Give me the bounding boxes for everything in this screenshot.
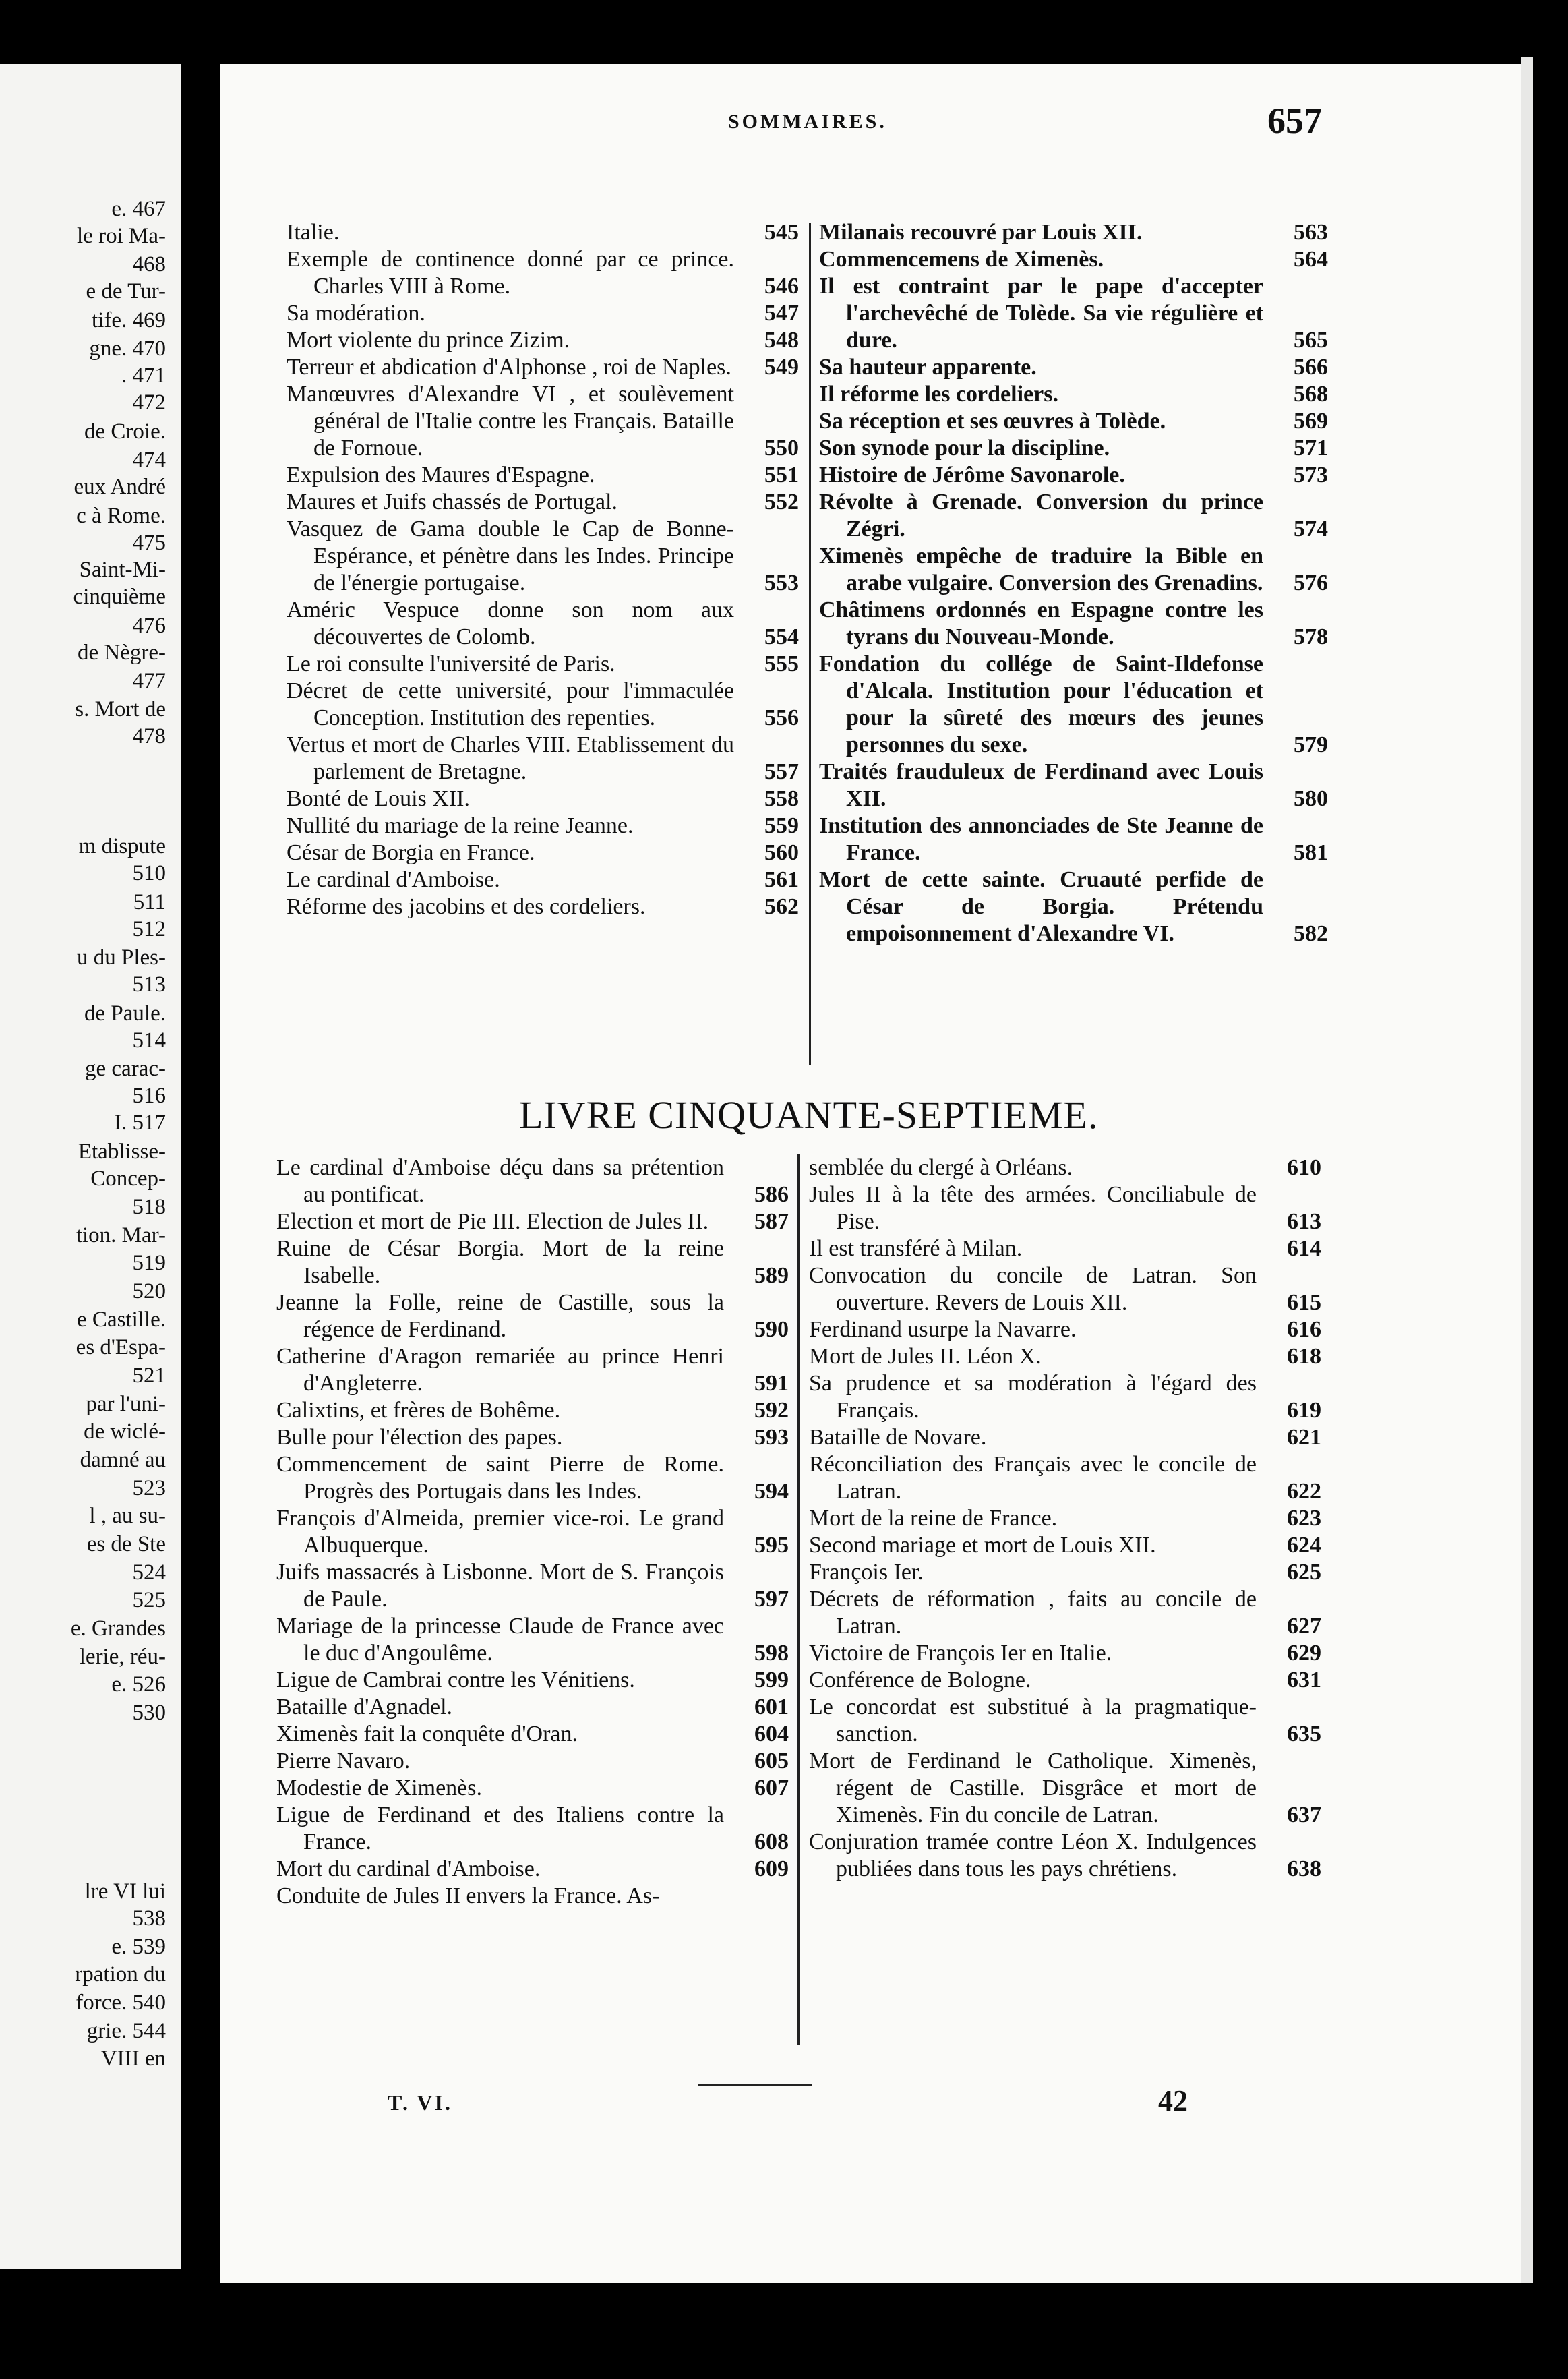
contents-entry — [287, 813, 799, 840]
entry-page-number: 553 — [764, 570, 799, 595]
entry-text: Nullité du mariage de la reine Jeanne. — [287, 813, 634, 838]
entry-text: Pierre Navaro. — [276, 1749, 411, 1773]
entry-text: François Ier. — [809, 1560, 924, 1585]
contents-column-lower-left — [276, 1154, 789, 1910]
entry-text: François d'Almeida, premier vice-roi. Le grand Albuquerque. — [276, 1506, 724, 1558]
entry-text: Le concordat est substitué à la pragmatique-sanction. — [809, 1695, 1257, 1746]
entry-text: Maures et Juifs chassés de Portugal. — [287, 490, 618, 515]
facing-page-line: e. Grandes — [70, 1616, 166, 1641]
entry-page-number: 556 — [764, 705, 799, 730]
entry-page-number: 607 — [754, 1775, 789, 1800]
contents-entry — [809, 1343, 1321, 1370]
entry-page-number: 560 — [764, 840, 799, 865]
facing-page-line: 512 — [132, 917, 166, 941]
entry-text: Italie. — [287, 220, 340, 245]
facing-page-line: tion. Mar- — [76, 1223, 166, 1247]
entry-text: Traités frauduleux de Ferdinand avec Louis XII. — [819, 759, 1263, 811]
facing-page-line: 476 — [132, 614, 166, 638]
entry-text: Mort de cette sainte. Cruauté perfide de César de Borgia. Prétendu empoisonnement d'Alexandre VI. — [819, 867, 1263, 946]
contents-entry — [287, 516, 799, 597]
facing-page-line: 520 — [132, 1279, 166, 1303]
contents-entry — [809, 1451, 1321, 1505]
entry-text: Expulsion des Maures d'Espagne. — [287, 463, 595, 488]
entry-page-number: 549 — [764, 355, 799, 380]
entry-page-number: 565 — [1294, 328, 1328, 353]
entry-page-number: 555 — [764, 651, 799, 676]
entry-page-number: 614 — [1287, 1236, 1321, 1261]
entry-page-number: 610 — [1287, 1155, 1321, 1180]
entry-page-number: 582 — [1294, 921, 1328, 946]
entry-page-number: 546 — [764, 274, 799, 299]
entry-page-number: 571 — [1294, 436, 1328, 461]
contents-entry — [809, 1424, 1321, 1451]
entry-text: Mariage de la princesse Claude de France avec le duc d'Angoulême. — [276, 1614, 724, 1666]
contents-entry — [819, 408, 1328, 435]
entry-text: Conférence de Bologne. — [809, 1668, 1031, 1693]
entry-text: Convocation du concile de Latran. Son ouverture. Revers de Louis XII. — [809, 1263, 1257, 1315]
entry-page-number: 564 — [1294, 247, 1328, 272]
contents-entry — [287, 327, 799, 354]
facing-page-line: de Croie. — [84, 419, 166, 444]
entry-text: Décret de cette université, pour l'immaculée Conception. Institution des repenties. — [287, 678, 734, 730]
entry-page-number: 589 — [754, 1263, 789, 1288]
entry-text: Juifs massacrés à Lisbonne. Mort de S. François de Paule. — [276, 1560, 724, 1612]
column-divider — [797, 1154, 800, 2045]
entry-text: Le cardinal d'Amboise. — [287, 867, 500, 892]
contents-entry — [276, 1559, 789, 1613]
contents-entry — [819, 462, 1328, 489]
facing-page-line: 511 — [133, 890, 166, 914]
facing-page-line: de Nègre- — [77, 641, 166, 665]
entry-page-number: 562 — [764, 894, 799, 919]
facing-page-line: es d'Espa- — [76, 1335, 166, 1359]
contents-entry — [276, 1397, 789, 1424]
facing-page-line: cinquième — [73, 585, 166, 609]
facing-page-line: 475 — [132, 531, 166, 555]
contents-entry — [809, 1667, 1321, 1694]
entry-text: Jeanne la Folle, reine de Castille, sous la régence de Ferdinand. — [276, 1290, 724, 1342]
facing-page-line: 518 — [132, 1195, 166, 1219]
entry-page-number: 608 — [754, 1829, 789, 1854]
contents-entry — [809, 1559, 1321, 1586]
facing-page-line: de Paule. — [84, 1001, 166, 1026]
contents-entry — [276, 1451, 789, 1505]
facing-page-line: l , au su- — [89, 1504, 166, 1528]
entry-page-number: 574 — [1294, 517, 1328, 541]
contents-entry — [276, 1505, 789, 1559]
contents-entry — [819, 543, 1328, 597]
entry-text: Terreur et abdication d'Alphonse , roi de Naples. — [287, 355, 731, 380]
facing-page-line: m dispute — [78, 834, 166, 858]
entry-page-number: 561 — [764, 867, 799, 892]
contents-entry — [287, 678, 799, 732]
entry-text: Réconciliation des Français avec le concile de Latran. — [809, 1452, 1257, 1504]
entry-text: Réforme des jacobins et des cordeliers. — [287, 894, 646, 919]
facing-page-line: force. 540 — [76, 1991, 166, 2015]
entry-text: Châtimens ordonnés en Espagne contre les tyrans du Nouveau-Monde. — [819, 597, 1263, 649]
contents-entry — [809, 1748, 1321, 1829]
contents-entry — [287, 786, 799, 813]
facing-page-line: I. 517 — [114, 1111, 166, 1135]
contents-entry — [809, 1262, 1321, 1316]
entry-text: Ligue de Ferdinand et des Italiens contre la France. — [276, 1802, 724, 1854]
entry-page-number: 595 — [754, 1533, 789, 1558]
contents-entry — [276, 1856, 789, 1883]
entry-page-number: 623 — [1287, 1506, 1321, 1531]
facing-page-line: 530 — [132, 1701, 166, 1725]
facing-page-line: 538 — [132, 1906, 166, 1931]
contents-entry — [809, 1235, 1321, 1262]
contents-entry — [809, 1370, 1321, 1424]
entry-text: Ligue de Cambrai contre les Vénitiens. — [276, 1668, 635, 1693]
page-edge — [1521, 57, 1533, 2283]
entry-text: semblée du clergé à Orléans. — [809, 1155, 1073, 1180]
contents-entry — [809, 1532, 1321, 1559]
contents-entry — [276, 1154, 789, 1208]
entry-page-number: 586 — [754, 1182, 789, 1207]
facing-page-line: tife. 469 — [92, 308, 166, 332]
entry-page-number: 597 — [754, 1587, 789, 1612]
entry-text: Mort de la reine de France. — [809, 1506, 1058, 1531]
entry-text: César de Borgia en France. — [287, 840, 535, 865]
entry-page-number: 601 — [754, 1695, 789, 1720]
entry-text: Ruine de César Borgia. Mort de la reine Isabelle. — [276, 1236, 724, 1288]
facing-page-line: 514 — [132, 1028, 166, 1053]
contents-entry — [276, 1802, 789, 1856]
entry-page-number: 558 — [764, 786, 799, 811]
entry-page-number: 554 — [764, 624, 799, 649]
entry-text: Commencemens de Ximenès. — [819, 247, 1104, 272]
facing-page-line: de wiclé- — [84, 1419, 166, 1444]
entry-page-number: 552 — [764, 490, 799, 515]
contents-entry — [809, 1316, 1321, 1343]
entry-text: Manœuvres d'Alexandre VI , et soulèvement général de l'Italie contre les Français. Bataille de Fornoue. — [287, 382, 734, 461]
entry-text: Son synode pour la discipline. — [819, 436, 1110, 461]
facing-page-fragment — [0, 64, 181, 2269]
entry-text: Conduite de Jules II envers la France. As- — [276, 1883, 660, 1908]
entry-page-number: 619 — [1287, 1398, 1321, 1423]
contents-entry — [276, 1343, 789, 1397]
facing-page-line: u du Ples- — [77, 945, 166, 970]
contents-entry — [287, 246, 799, 300]
entry-text: Institution des annonciades de Ste Jeanne de France. — [819, 813, 1263, 865]
entry-page-number: 550 — [764, 436, 799, 461]
page-number: 657 — [1267, 100, 1322, 141]
entry-page-number: 625 — [1287, 1560, 1321, 1585]
facing-page-line: gne. 470 — [89, 336, 166, 361]
facing-page-line: e. 526 — [111, 1672, 166, 1697]
facing-page-line: c à Rome. — [76, 504, 166, 528]
facing-page-line: 523 — [132, 1476, 166, 1500]
book-title: LIVRE CINQUANTE-SEPTIEME. — [519, 1093, 1099, 1137]
facing-page-line: Concep- — [90, 1167, 166, 1191]
contents-entry — [287, 840, 799, 867]
entry-text: Conjuration tramée contre Léon X. Indulgences publiées dans tous les pays chrétiens. — [809, 1829, 1257, 1881]
volume-label: T. VI. — [388, 2090, 452, 2115]
entry-page-number: 638 — [1287, 1856, 1321, 1881]
contents-entry — [819, 759, 1328, 813]
entry-text: Mort de Jules II. Léon X. — [809, 1344, 1042, 1369]
contents-column-upper-right — [819, 219, 1328, 947]
entry-text: Il est contraint par le pape d'accepter l'archevêché de Tolède. Sa vie régulière et dure. — [819, 274, 1263, 353]
entry-page-number: 578 — [1294, 624, 1328, 649]
contents-entry — [809, 1640, 1321, 1667]
contents-entry — [276, 1748, 789, 1775]
entry-page-number: 622 — [1287, 1479, 1321, 1504]
entry-page-number: 592 — [754, 1398, 789, 1423]
entry-page-number: 613 — [1287, 1209, 1321, 1234]
facing-page-line: e de Tur- — [86, 279, 166, 303]
facing-page-line: par l'uni- — [86, 1392, 166, 1416]
contents-entry — [809, 1829, 1321, 1883]
facing-page-line: 468 — [132, 252, 166, 276]
entry-text: Vertus et mort de Charles VIII. Etablissement du parlement de Bretagne. — [287, 732, 734, 784]
contents-entry — [809, 1586, 1321, 1640]
facing-page-line: lerie, réu- — [79, 1645, 166, 1669]
facing-page-line: 478 — [132, 724, 166, 748]
contents-entry — [276, 1424, 789, 1451]
entry-text: Mort violente du prince Zizim. — [287, 328, 570, 353]
contents-entry — [276, 1694, 789, 1721]
entry-text: Améric Vespuce donne son nom aux découvertes de Colomb. — [287, 597, 734, 649]
entry-page-number: 615 — [1287, 1290, 1321, 1315]
entry-page-number: 566 — [1294, 355, 1328, 380]
contents-entry — [276, 1721, 789, 1748]
contents-entry — [287, 300, 799, 327]
facing-page-line: 519 — [132, 1251, 166, 1275]
contents-entry — [276, 1883, 789, 1910]
contents-entry — [819, 651, 1328, 759]
facing-page-line: lre VI lui — [84, 1879, 166, 1904]
entry-text: Modestie de Ximenès. — [276, 1775, 482, 1800]
contents-entry — [287, 597, 799, 651]
contents-entry — [276, 1208, 789, 1235]
entry-text: Commencement de saint Pierre de Rome. Progrès des Portugais dans les Indes. — [276, 1452, 724, 1504]
entry-page-number: 627 — [1287, 1614, 1321, 1639]
entry-page-number: 631 — [1287, 1668, 1321, 1693]
signature-mark: 42 — [1158, 2084, 1188, 2117]
facing-page-line: eux André — [73, 475, 166, 499]
contents-entry — [287, 489, 799, 516]
entry-page-number: 605 — [754, 1749, 789, 1773]
entry-text: Exemple de continence donné par ce prince. Charles VIII à Rome. — [287, 247, 734, 299]
contents-entry — [276, 1289, 789, 1343]
facing-page-line: 521 — [132, 1363, 166, 1388]
facing-page-line: Saint-Mi- — [79, 558, 166, 582]
entry-page-number: 618 — [1287, 1344, 1321, 1369]
facing-page-line: 477 — [132, 669, 166, 693]
facing-page-line: e. 539 — [111, 1935, 166, 1959]
facing-page-line: . 471 — [121, 363, 166, 388]
entry-page-number: 616 — [1287, 1317, 1321, 1342]
column-divider — [809, 223, 811, 1065]
entry-page-number: 545 — [764, 220, 799, 245]
contents-entry — [276, 1613, 789, 1667]
facing-page-line: 525 — [132, 1588, 166, 1612]
contents-entry — [287, 462, 799, 489]
contents-entry — [287, 381, 799, 462]
entry-text: Mort de Ferdinand le Catholique. Ximenès, régent de Castille. Disgrâce et mort de Ximenès. Fin du concile de Latran. — [809, 1749, 1257, 1827]
facing-page-line: s. Mort de — [75, 697, 166, 722]
entry-page-number: 576 — [1294, 570, 1328, 595]
entry-text: Sa prudence et sa modération à l'égard des Français. — [809, 1371, 1257, 1423]
entry-page-number: 581 — [1294, 840, 1328, 865]
contents-entry — [819, 813, 1328, 867]
entry-text: Milanais recouvré par Louis XII. — [819, 220, 1143, 245]
facing-page-line: rpation du — [75, 1962, 166, 1987]
facing-page-line: 510 — [132, 861, 166, 885]
contents-entry — [287, 867, 799, 893]
entry-text: Ximenès empêche de traduire la Bible en arabe vulgaire. Conversion des Grenadins. — [819, 544, 1263, 595]
facing-page-line: le roi Ma- — [77, 224, 166, 248]
entry-page-number: 569 — [1294, 409, 1328, 434]
facing-page-line: VIII en — [100, 2047, 166, 2071]
entry-text: Second mariage et mort de Louis XII. — [809, 1533, 1156, 1558]
contents-entry — [276, 1235, 789, 1289]
contents-entry — [819, 273, 1328, 354]
facing-page-line: damné au — [80, 1448, 166, 1472]
entry-text: Le cardinal d'Amboise déçu dans sa prétention au pontificat. — [276, 1155, 724, 1207]
facing-page-line: 516 — [132, 1084, 166, 1108]
entry-text: Révolte à Grenade. Conversion du prince Zégri. — [819, 490, 1263, 541]
entry-page-number: 624 — [1287, 1533, 1321, 1558]
contents-entry — [287, 651, 799, 678]
entry-text: Vasquez de Gama double le Cap de Bonne-Espérance, et pénètre dans les Indes. Principe de l'énergie portugaise. — [287, 517, 734, 595]
entry-page-number: 593 — [754, 1425, 789, 1450]
entry-text: Il réforme les cordeliers. — [819, 382, 1058, 407]
entry-page-number: 563 — [1294, 220, 1328, 245]
entry-text: Bataille de Novare. — [809, 1425, 987, 1450]
entry-text: Jules II à la tête des armées. Conciliabule de Pise. — [809, 1182, 1257, 1234]
contents-entry — [287, 893, 799, 920]
facing-page-line: grie. 544 — [86, 2019, 166, 2043]
contents-column-lower-right — [809, 1154, 1321, 1883]
entry-text: Le roi consulte l'université de Paris. — [287, 651, 615, 676]
contents-entry — [819, 219, 1328, 246]
contents-entry — [287, 732, 799, 786]
contents-entry — [819, 597, 1328, 651]
facing-page-line: 513 — [132, 972, 166, 997]
contents-entry — [819, 435, 1328, 462]
entry-page-number: 557 — [764, 759, 799, 784]
entry-text: Décrets de réformation , faits au concile de Latran. — [809, 1587, 1257, 1639]
contents-entry — [819, 489, 1328, 543]
contents-entry — [819, 246, 1328, 273]
entry-text: Catherine d'Aragon remariée au prince Henri d'Angleterre. — [276, 1344, 724, 1396]
entry-page-number: 635 — [1287, 1722, 1321, 1746]
entry-text: Sa réception et ses œuvres à Tolède. — [819, 409, 1166, 434]
entry-text: Victoire de François Ier en Italie. — [809, 1641, 1112, 1666]
contents-entry — [809, 1505, 1321, 1532]
entry-page-number: 547 — [764, 301, 799, 326]
contents-entry — [819, 867, 1328, 947]
entry-page-number: 587 — [754, 1209, 789, 1234]
entry-page-number: 568 — [1294, 382, 1328, 407]
entry-page-number: 548 — [764, 328, 799, 353]
entry-text: Mort du cardinal d'Amboise. — [276, 1856, 541, 1881]
contents-column-upper-left — [287, 219, 799, 920]
entry-page-number: 580 — [1294, 786, 1328, 811]
contents-entry — [809, 1694, 1321, 1748]
entry-page-number: 551 — [764, 463, 799, 488]
facing-page-line: Etablisse- — [78, 1140, 166, 1164]
entry-text: Bataille d'Agnadel. — [276, 1695, 453, 1720]
contents-entry — [819, 381, 1328, 408]
entry-text: Il est transféré à Milan. — [809, 1236, 1023, 1261]
running-head: SOMMAIRES. — [728, 111, 887, 133]
entry-text: Election et mort de Pie III. Election de Jules II. — [276, 1209, 709, 1234]
facing-page-line: es de Ste — [86, 1532, 166, 1556]
entry-page-number: 590 — [754, 1317, 789, 1342]
contents-entry — [819, 354, 1328, 381]
contents-entry — [809, 1154, 1321, 1181]
entry-page-number: 591 — [754, 1371, 789, 1396]
facing-page-line: e. 467 — [111, 197, 166, 221]
facing-page-line: 524 — [132, 1560, 166, 1585]
entry-text: Calixtins, et frères de Bohême. — [276, 1398, 561, 1423]
entry-text: Ximenès fait la conquête d'Oran. — [276, 1722, 578, 1746]
entry-page-number: 604 — [754, 1722, 789, 1746]
entry-page-number: 621 — [1287, 1425, 1321, 1450]
footer-rule — [698, 2084, 812, 2086]
contents-entry — [287, 219, 799, 246]
contents-entry — [276, 1667, 789, 1694]
entry-page-number: 573 — [1294, 463, 1328, 488]
entry-page-number: 598 — [754, 1641, 789, 1666]
entry-text: Sa hauteur apparente. — [819, 355, 1037, 380]
contents-entry — [809, 1181, 1321, 1235]
facing-page-line: 472 — [132, 390, 166, 415]
entry-page-number: 599 — [754, 1668, 789, 1693]
entry-text: Sa modération. — [287, 301, 425, 326]
entry-text: Bonté de Louis XII. — [287, 786, 470, 811]
entry-text: Histoire de Jérôme Savonarole. — [819, 463, 1125, 488]
contents-entry — [276, 1775, 789, 1802]
entry-text: Ferdinand usurpe la Navarre. — [809, 1317, 1077, 1342]
entry-text: Bulle pour l'élection des papes. — [276, 1425, 563, 1450]
entry-page-number: 594 — [754, 1479, 789, 1504]
facing-page-line: e Castille. — [77, 1308, 166, 1332]
contents-entry — [287, 354, 799, 381]
entry-page-number: 559 — [764, 813, 799, 838]
entry-page-number: 637 — [1287, 1802, 1321, 1827]
facing-page-line: ge carac- — [85, 1057, 166, 1081]
entry-page-number: 609 — [754, 1856, 789, 1881]
facing-page-line: 474 — [132, 448, 166, 472]
entry-page-number: 629 — [1287, 1641, 1321, 1666]
entry-text: Fondation du collége de Saint-Ildefonse d'Alcala. Institution pour l'éducation et pour la sûreté des mœurs des jeunes personnes du sexe. — [819, 651, 1263, 757]
entry-page-number: 579 — [1294, 732, 1328, 757]
